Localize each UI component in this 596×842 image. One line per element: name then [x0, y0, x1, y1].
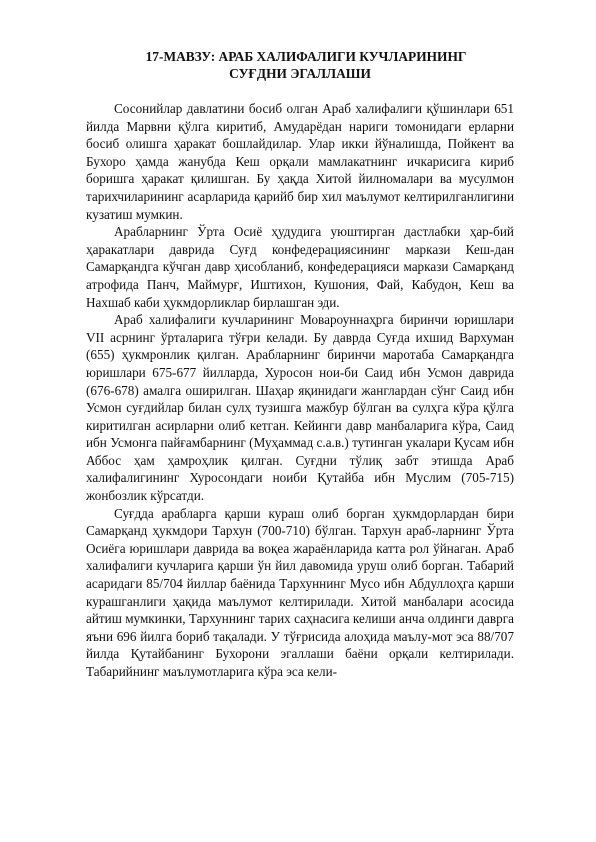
paragraph-4: Суғдда арабларга қарши кураш олиб борган ҳукмдорлардан бири Самарқанд ҳукмдори Тархун (700-710) бўлган. Тархун араб-ларнинг Ўрта Осиёга юришлари даврида ва воқеа жараёнларида катта рол ўйнаган. Араб халифалиги кучларига қарши ўн йил давомида уруш олиб борган. Табарий асаридаги 85/704 йиллар баёнида Тархуннинг Мусо ибн Абдуллоҳга қарши курашганлиги ҳақида маълумот келтирилади. Хитой манбалари асосида айтиш мумкинки, Тархуннинг тарих саҳнасига келиши анча олдинги даврга яъни 696 йилга бориб тақалади. У тўғрисида алоҳида маълу-мот эса 88/707 йилда Қутайбанинг Бухорони эгаллаши баёни орқали келтирилади. Табарийнинг маълумотларига кўра эса кели- — [86, 505, 514, 679]
paragraph-1: Сосонийлар давлатини босиб олган Араб халифалиги қўшинлари 651 йилда Марвни қўлга киритиб, Амударёдан нариги томонидаги ерларни босиб олишга ҳаракат бошлайдилар. Улар икки йўналишда, Пойкент ва Бухоро ҳамда жанубда Кеш орқали мамлакатнинг ичкарисига кириб боришга ҳаракат қилишган. Бу ҳақда Хитой йилномалари ва мусулмон тарихчиларининг асарларида қарийб бир хил маълумот келтирилганлигини кузатиш мумкин. — [86, 101, 514, 222]
paragraph-3: Араб халифалиги кучларининг Мовароуннаҳрга биринчи юришлари VII асрнинг ўрталарига тўғри келади. Бу даврда Суғда ихшид Вархуман (655) ҳукмронлик қилган. Арабларнинг биринчи маротаба Самарқандга юришлари 675-677 йилларда, Хуросон нои-би Саид ибн Усмон даврида (676-678) амалга оширилган. Шаҳар яқинидаги жанглардан сўнг Саид ибн Усмон суғдийлар билан сулҳ тузишга мажбур бўлган ва сулҳга кўра қўлга киритилган асирларни олиб кетган. Кейинги давр манбаларига кўра, Саид ибн Усмонга пайғамбарнинг (Муҳаммад с.а.в.) тутинган укалари Қусам ибн Аббос ҳам ҳамроҳлик қилган. Суғдни тўлиқ забт этишда Араб халифалигининг Хуросондаги ноиби Қутайба ибн Муслим (705-715) жонбозлик кўрсатди. — [86, 312, 514, 504]
title-line-1: 17-МАВЗУ: АРАБ ХАЛИФАЛИГИ КУЧЛАРИНИНГ — [145, 49, 467, 64]
document-title — [86, 48, 514, 82]
document-page — [86, 48, 514, 681]
title-line-2: СУҒДНИ ЭГАЛЛАШИ — [229, 66, 371, 81]
paragraph-2: Арабларнинг Ўрта Осиё ҳудудига уюштирган дастлабки ҳар-бий ҳаракатлари даврида Суғд конфедерациясининг маркази Кеш-дан Самарқандга кўчган давр ҳисобланиб, конфедерацияси маркази Самарқанд атрофида Панч, Маймурғ, Иштихон, Кушония, Фай, Кабудон, Кеш ва Нахшаб каби ҳукмдорликлар бирлашган эди. — [86, 224, 514, 310]
